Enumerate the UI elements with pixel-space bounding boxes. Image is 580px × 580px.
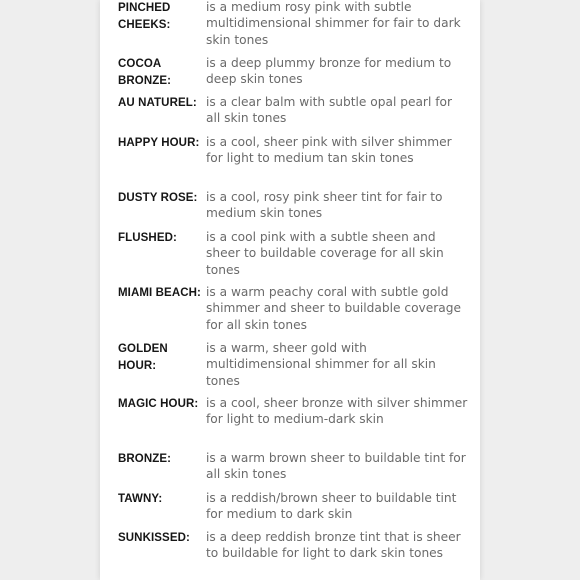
shade-name: MAGIC HOUR:: [118, 398, 199, 410]
shade-name: TAWNY:: [118, 493, 163, 505]
shade-description: is a cool, rosy pink sheer tint for fair to medium skin tones: [206, 190, 443, 221]
shade-name: FLUSHED:: [118, 232, 177, 244]
shade-name: DUSTY ROSE:: [118, 192, 198, 204]
shade-description: is a warm, sheer gold with multidimensional shimmer for all skin tones: [206, 341, 436, 388]
shade-description: is a deep reddish bronze tint that is sheer to buildable for light to dark skin tones: [206, 530, 461, 561]
shade-name: HAPPY HOUR:: [118, 137, 200, 149]
shade-name: BRONZE:: [118, 453, 172, 465]
shade-name: GOLDEN HOUR:: [118, 343, 168, 372]
shade-description: is a warm brown sheer to buildable tint for all skin tones: [206, 451, 466, 482]
shade-description: is a clear balm with subtle opal pearl for all skin tones: [206, 95, 452, 126]
shade-name: PINCHED CHEEKS:: [118, 2, 171, 31]
shade-name: AU NATUREL:: [118, 97, 197, 109]
shade-description: is a cool, sheer bronze with silver shimmer for light to medium-dark skin: [206, 396, 468, 427]
shade-name: MIAMI BEACH:: [118, 287, 201, 299]
shade-name: SUNKISSED:: [118, 532, 190, 544]
shade-description: is a medium rosy pink with subtle multidimensional shimmer for fair to dark skin tones: [206, 0, 461, 47]
shade-description: is a reddish/brown sheer to buildable tint for medium to dark skin: [206, 491, 457, 522]
shade-name: COCOA BRONZE:: [118, 58, 172, 87]
shade-description: is a cool pink with a subtle sheen and sheer to buildable coverage for all skin tones: [206, 230, 444, 277]
shade-description: is a deep plummy bronze for medium to deep skin tones: [206, 56, 452, 87]
shade-description: is a warm peachy coral with subtle gold shimmer and sheer to buildable coverage for all skin tones: [206, 285, 461, 332]
shade-description: is a cool, sheer pink with silver shimmer for light to medium tan skin tones: [206, 135, 452, 166]
